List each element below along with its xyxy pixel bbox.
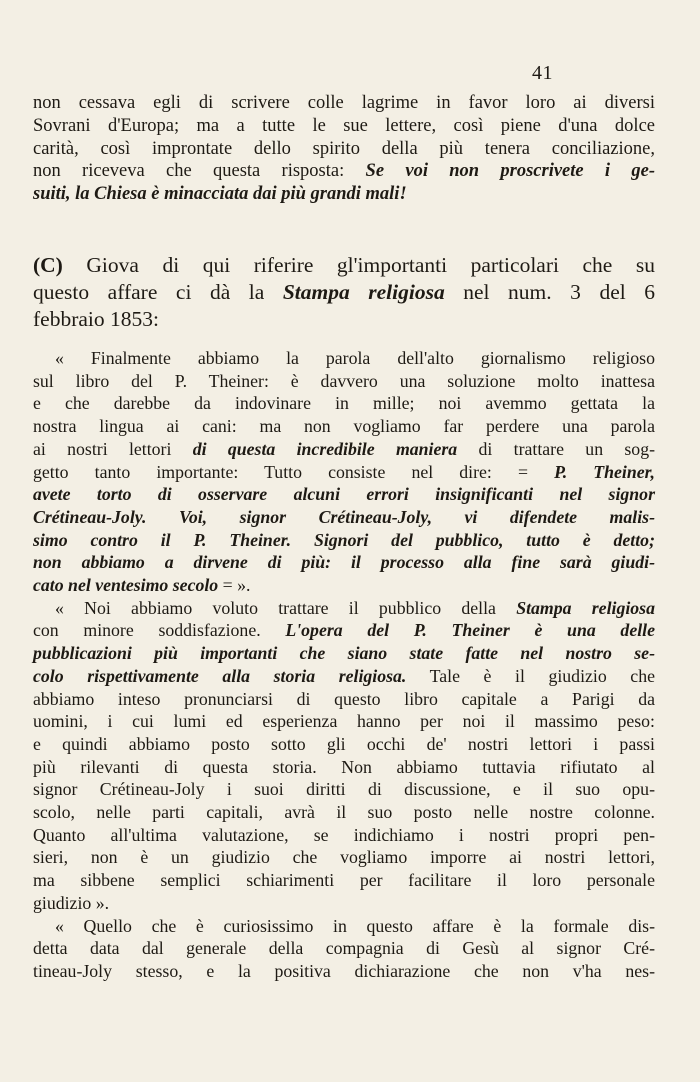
italic-segment: L'opera del P. Theiner è una delle [285,620,655,641]
italic-segment: pubblicazioni più importanti che siano state fatte nel nostro se- [33,643,655,664]
italic-segment: Stampa religiosa [282,280,445,304]
text-line [33,551,655,574]
main-text-paragraph [33,92,655,206]
text-segment: Giova di qui riferire gl'importanti particolari che su [62,253,655,277]
text-segment: getto tanto importante: Tutto consiste nel dire: = [33,461,555,482]
italic-segment: Se voi non proscrivete i ge- [365,161,655,182]
italic-segment: colo rispettivamente alla storia religiosa. [33,665,407,686]
text-line: Quanto all'ultima valutazione, se indichiamo i nostri propri pen- [33,824,655,845]
text-line: nostra lingua ai cani: ma non vogliamo far perdere una parola [33,416,655,437]
text-line [33,160,655,183]
italic-segment: Crétineau-Joly. Voi, signor Crétineau-Joly, vi difendete malis- [33,506,655,527]
italic-segment: di questa incredibile maniera [192,438,458,459]
italic-segment: cato nel ventesimo secolo [33,575,219,596]
text-line: sieri, non è un giudizio che vogliamo imporre ai nostri lettori, [33,847,655,868]
text-line [33,597,655,620]
text-line: « Finalmente abbiamo la parola dell'alto giornalismo religioso [55,348,655,368]
text-line: non cessava egli di scrivere colle lagrime in favor loro ai diversi [33,93,655,113]
text-segment: ai nostri lettori [33,438,193,459]
text-segment: « Noi abbiamo voluto trattare il pubblico della [55,597,517,618]
text-segment: questo affare ci dà la [33,280,283,304]
text-line [33,574,655,597]
text-line: tineau-Joly stesso, e la positiva dichiarazione che non v'ha nes- [33,960,655,981]
text-line: uomini, i cui lumi ed esperienza hanno per noi il massimo peso: [33,711,655,732]
text-line [33,279,655,306]
page-number: 41 [532,62,553,84]
text-line: e quindi abbiamo posto sotto gli occhi de' nostri lettori i passi [33,733,655,754]
text-line [33,183,655,206]
text-line: febbraio 1853: [33,307,159,331]
text-line: scolo, nelle parti capitali, avrà il suo posto nelle nostre colonne. [33,802,655,823]
text-line [33,619,655,642]
text-line [33,252,655,279]
italic-segment: Stampa religiosa [516,597,655,618]
text-line [33,665,655,688]
text-segment: = ». [218,575,251,596]
text-line: sul libro del P. Theiner: è davvero una soluzione molto inattesa [33,370,655,391]
italic-segment: simo contro il P. Theiner. Signori del pubblico, tutto è detto; [33,529,655,550]
footnote-intro [33,252,655,333]
text-line: e che darebbe da indovinare in mille; noi avemmo gettata la [33,393,655,414]
italic-segment: avete torto di osservare alcuni errori insignificanti nel signor [33,484,655,505]
text-segment: non riceveva che questa risposta: [33,161,366,182]
text-line: abbiamo inteso pronunciarsi di questo libro capitale a Parigi da [33,688,655,709]
text-segment: di trattare un sog- [457,438,656,459]
text-line [33,529,655,552]
text-segment: Tale è il giudizio che [406,665,655,686]
text-line: detta data dal generale della compagnia di Gesù al signor Cré- [33,938,655,959]
text-line [33,483,655,506]
text-line: più rilevanti di questa storia. Non abbiamo tuttavia rifiutato al [33,756,655,777]
text-line: signor Crétineau-Joly i suoi diritti di discussione, e il suo opu- [33,779,655,800]
text-line: Sovrani d'Europa; ma a tutte le sue lettere, così piene d'una dolce [33,115,655,136]
italic-segment: P. Theiner, [554,461,655,482]
text-line: giudizio ». [33,892,110,913]
text-segment: nel num. 3 del 6 [444,280,655,304]
footnote-mark: (C) [33,253,63,277]
italic-segment: non abbiamo a dirvene di più: il processo alla fine sarà giudi- [33,552,655,573]
text-line [33,438,655,461]
text-line: carità, così improntate dello spirito della più tenera conciliazione, [33,138,655,159]
text-line [33,461,655,484]
text-segment: con minore soddisfazione. [33,620,286,641]
italic-segment: suiti, la Chiesa è minacciata dai più grandi mali! [33,184,407,205]
text-line: ma sibbene semplici schiarimenti per facilitare il loro personale [33,870,655,891]
text-line [33,506,655,529]
quotation [33,347,655,983]
text-line [33,642,655,665]
text-line: « Quello che è curiosissimo in questo affare è la formale dis- [55,915,655,936]
